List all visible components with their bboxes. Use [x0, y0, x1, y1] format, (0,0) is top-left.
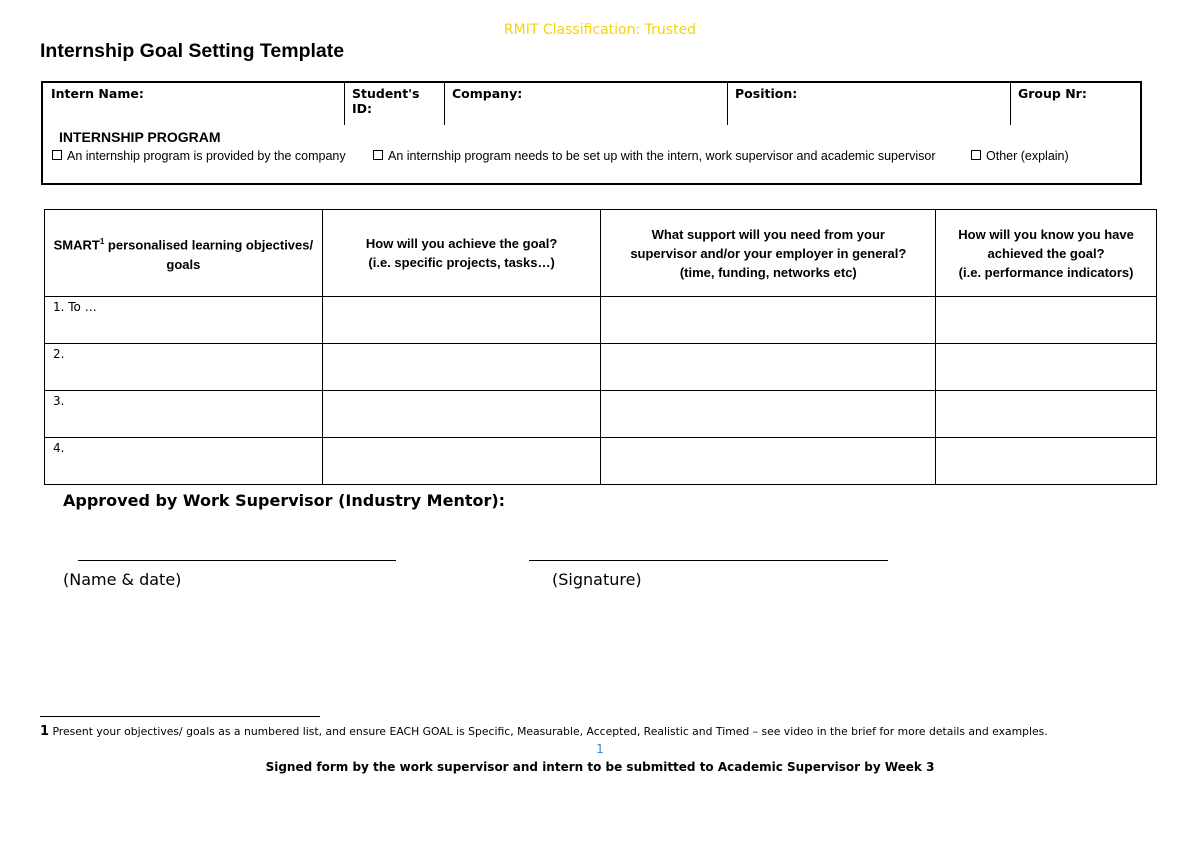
- option-label: An internship program needs to be set up with the intern, work supervisor and academic supervisor: [388, 149, 936, 163]
- header-how-achieve: How will you achieve the goal? (i.e. specific projects, tasks…): [322, 210, 601, 297]
- checkbox-icon[interactable]: [52, 150, 62, 160]
- intern-name-field[interactable]: Intern Name:: [51, 86, 144, 101]
- indicator-cell[interactable]: [936, 344, 1157, 391]
- support-cell[interactable]: [601, 391, 936, 438]
- classification-label: RMIT Classification: Trusted: [503, 22, 697, 38]
- header-smart-goals: SMART$^1$ personalised learning objectives/ goals: [45, 210, 323, 297]
- intern-info-box: [41, 81, 1142, 185]
- internship-program-heading: INTERNSHIP PROGRAM: [59, 129, 221, 145]
- achieve-cell[interactable]: [322, 297, 601, 344]
- footnote: [40, 724, 1048, 739]
- table-row: [45, 344, 1157, 391]
- page-title: Internship Goal Setting Template: [40, 40, 345, 62]
- checkbox-icon[interactable]: [971, 150, 981, 160]
- signature-line[interactable]: [529, 560, 888, 561]
- company-field[interactable]: Company:: [452, 86, 523, 101]
- goal-cell[interactable]: 1. To …: [45, 297, 323, 344]
- header-support-needed: What support will you need from your supervisor and/or your employer in general? (time, funding, networks etc): [601, 210, 936, 297]
- support-cell[interactable]: [601, 438, 936, 485]
- submission-note: Signed form by the work supervisor and intern to be submitted to Academic Supervisor by Week 3: [265, 760, 935, 774]
- group-field[interactable]: Group Nr:: [1018, 86, 1087, 101]
- footnote-number: 1: [40, 724, 50, 739]
- indicator-cell[interactable]: [936, 391, 1157, 438]
- approval-heading: Approved by Work Supervisor (Industry Mentor):: [63, 491, 506, 510]
- goal-cell[interactable]: 4.: [45, 438, 323, 485]
- table-header-row: [45, 210, 1157, 297]
- achieve-cell[interactable]: [322, 391, 601, 438]
- footnote-divider: [40, 716, 320, 717]
- indicator-cell[interactable]: [936, 438, 1157, 485]
- support-cell[interactable]: [601, 297, 936, 344]
- table-row: [45, 391, 1157, 438]
- program-option-other[interactable]: [971, 149, 1069, 163]
- achieve-cell[interactable]: [322, 344, 601, 391]
- goal-cell[interactable]: 3.: [45, 391, 323, 438]
- position-field[interactable]: Position:: [735, 86, 798, 101]
- goal-cell[interactable]: 2.: [45, 344, 323, 391]
- option-label: An internship program is provided by the company: [67, 149, 346, 163]
- student-id-field[interactable]: Student's ID:: [352, 86, 420, 116]
- table-row: [45, 297, 1157, 344]
- goals-table: [44, 209, 1157, 485]
- achieve-cell[interactable]: [322, 438, 601, 485]
- name-date-label: (Name & date): [63, 570, 182, 589]
- table-row: [45, 438, 1157, 485]
- indicator-cell[interactable]: [936, 297, 1157, 344]
- name-date-line[interactable]: [78, 560, 396, 561]
- footnote-text: Present your objectives/ goals as a numbered list, and ensure EACH GOAL is Specific, Measurable, Accepted, Realistic and Timed – see video in the brief for more details and examples.: [49, 725, 1048, 738]
- support-cell[interactable]: [601, 344, 936, 391]
- checkbox-icon[interactable]: [373, 150, 383, 160]
- program-option-setup[interactable]: [373, 149, 936, 163]
- program-option-provided[interactable]: [52, 149, 346, 163]
- header-performance-indicators: How will you know you have achieved the goal? (i.e. performance indicators): [936, 210, 1157, 297]
- page-number: 1: [596, 742, 604, 756]
- option-label: Other (explain): [986, 149, 1069, 163]
- signature-label: (Signature): [552, 570, 642, 589]
